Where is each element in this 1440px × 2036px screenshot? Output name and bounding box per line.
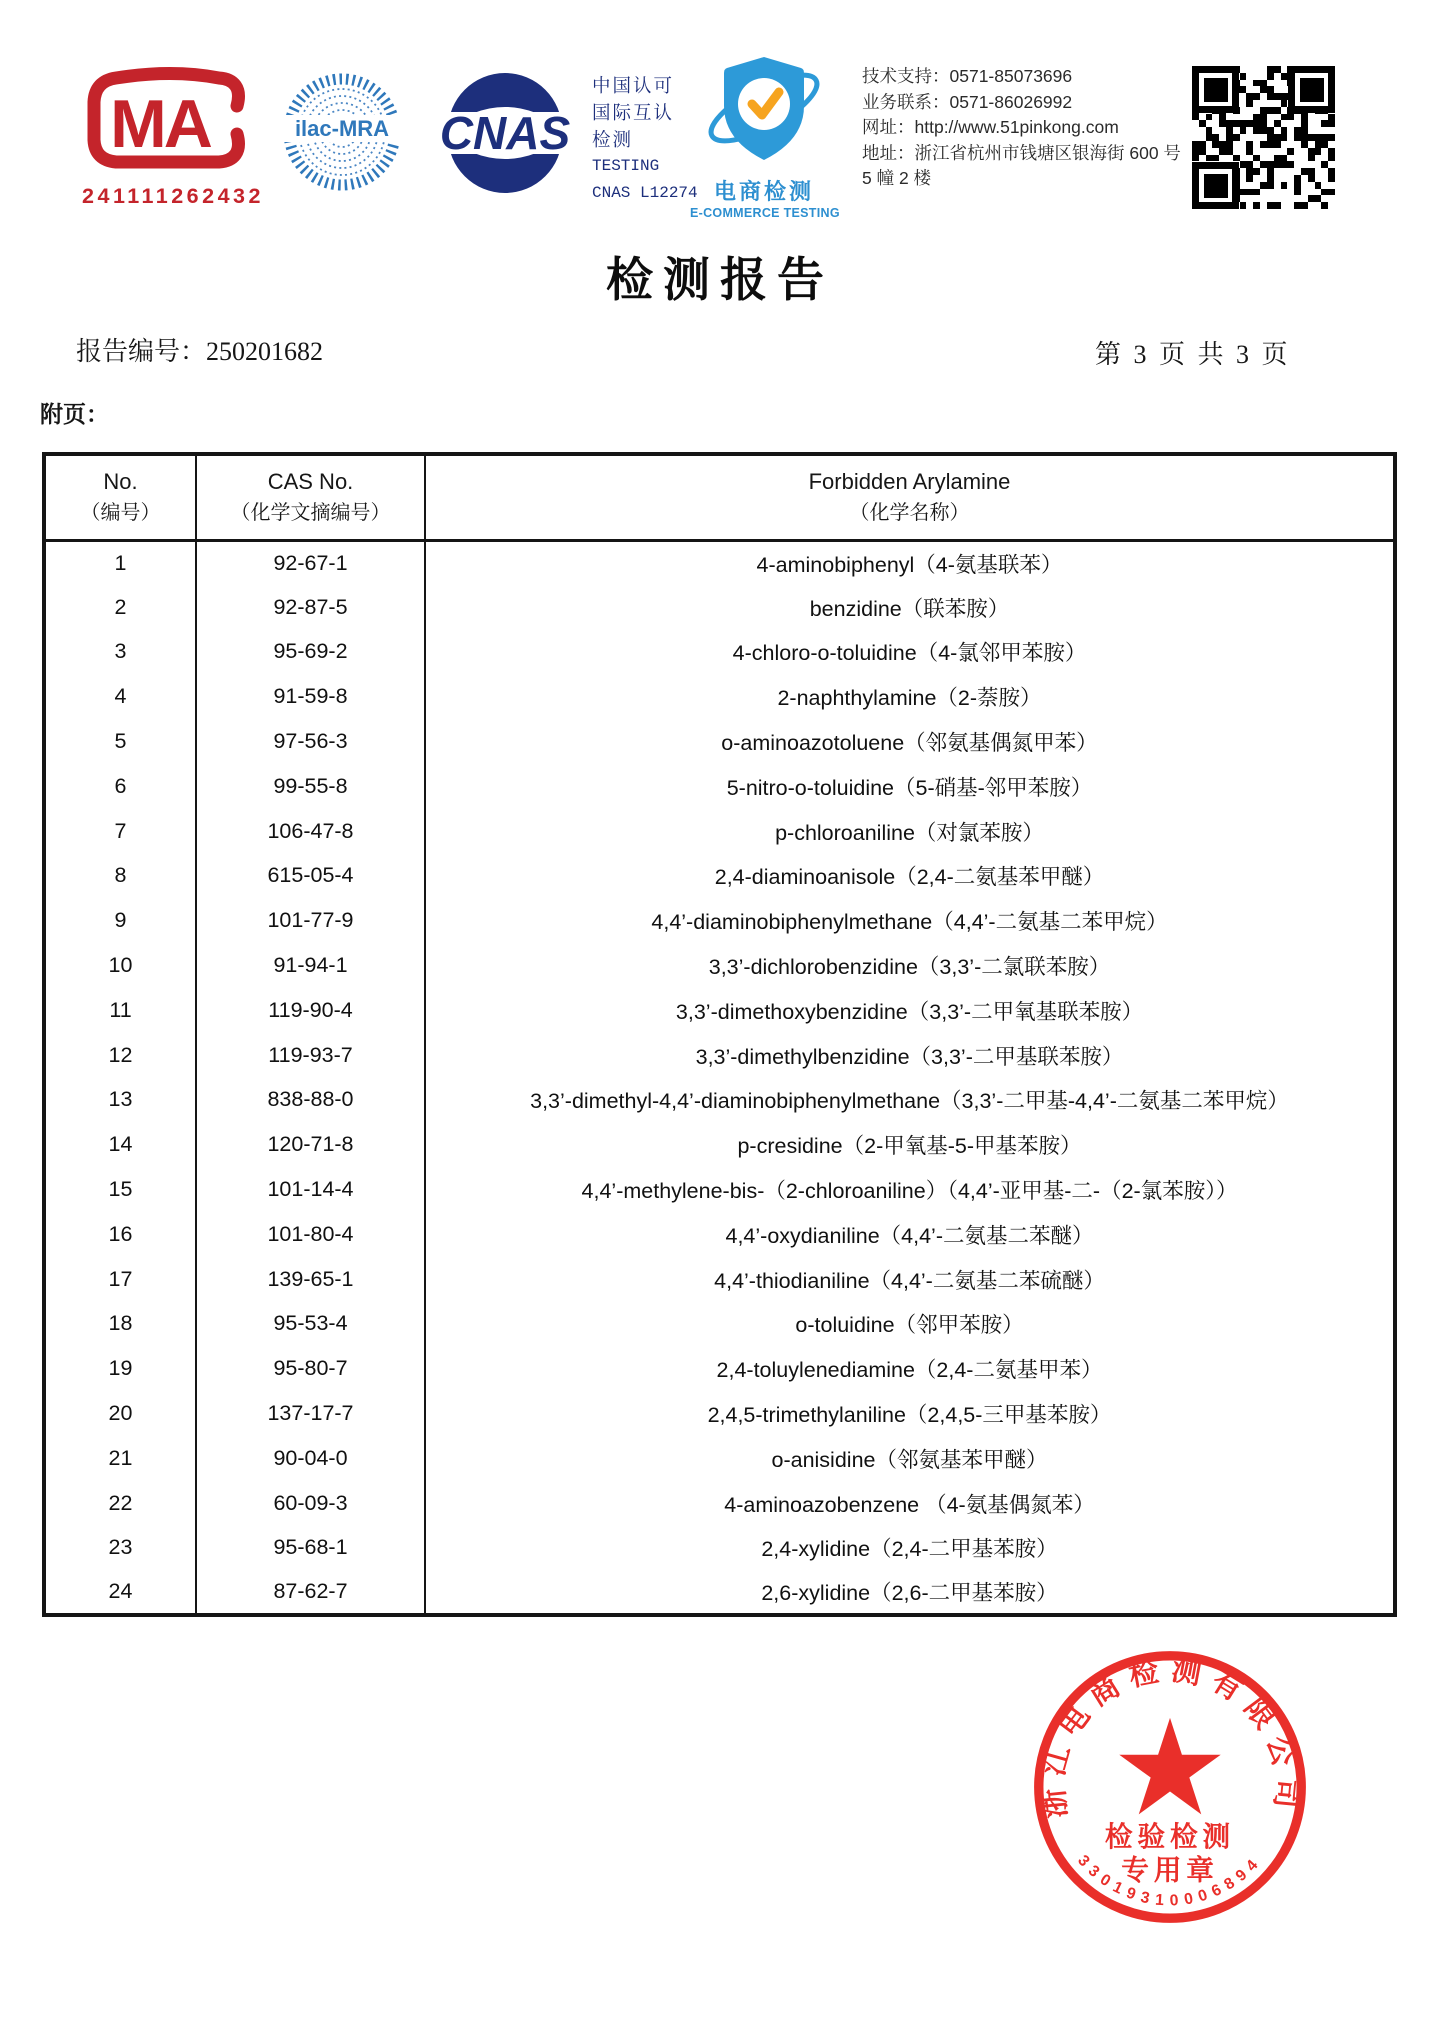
table-row — [44, 1436, 1395, 1481]
table-row — [44, 898, 1395, 943]
header-cas — [196, 454, 425, 540]
cma-letters: MA — [110, 86, 210, 162]
row-no: 3 — [44, 630, 196, 675]
table-row — [44, 854, 1395, 899]
row-cas: 101-14-4 — [196, 1167, 425, 1212]
ecommerce-testing-logo — [690, 54, 838, 220]
table-row — [44, 1078, 1395, 1123]
header-no-en: No. — [103, 469, 138, 495]
row-no: 7 — [44, 809, 196, 854]
document-title: 检测报告 — [606, 253, 834, 306]
header-no-cn: （编号） — [80, 502, 161, 525]
cma-logo-icon — [80, 66, 266, 176]
row-chemical-name: 5-nitro-o-toluidine（5-硝基-邻甲苯胺） — [726, 775, 1093, 800]
table-row — [44, 1346, 1395, 1391]
row-cas: 119-93-7 — [196, 1033, 425, 1078]
row-no: 19 — [44, 1346, 196, 1391]
table-row — [44, 1257, 1395, 1302]
row-cas: 101-80-4 — [196, 1212, 425, 1257]
row-chemical-name: o-aminoazotoluene（邻氨基偶氮甲苯） — [721, 731, 1098, 756]
row-chemical-name: 4-aminobiphenyl（4-氨基联苯） — [756, 552, 1063, 577]
contact-info — [862, 64, 1192, 192]
row-cas: 137-17-7 — [196, 1391, 425, 1436]
row-cas: 92-67-1 — [196, 540, 425, 585]
seal-star-icon — [1119, 1718, 1220, 1814]
contact-business: 业务联系：0571-86026992 — [862, 91, 1073, 112]
row-cas: 95-68-1 — [196, 1526, 425, 1571]
table-row — [44, 1033, 1395, 1078]
row-chemical-name: 4,4’-methylene-bis-（2-chloroaniline）（4,4’-亚甲基-二-（2-氯苯胺）） — [581, 1179, 1238, 1204]
qr-finder-icon — [1192, 66, 1239, 113]
qr-code-icon — [1192, 66, 1335, 209]
row-cas: 91-59-8 — [196, 674, 425, 719]
row-no: 1 — [44, 540, 196, 585]
row-chemical-name: 4,4’-thiodianiline（4,4’-二氨基二苯硫醚） — [714, 1268, 1105, 1293]
row-chemical-name: 3,3’-dichlorobenzidine（3,3’-二氯联苯胺） — [708, 955, 1111, 980]
seal-company-name: 浙江电商检测有限公司 — [1036, 1653, 1304, 1820]
header-name-cn: （化学名称） — [849, 502, 970, 525]
row-chemical-name: 2,4,5-trimethylaniline（2,4,5-三甲基苯胺） — [707, 1403, 1112, 1428]
table-row — [44, 1122, 1395, 1167]
report-number-line — [76, 331, 323, 368]
row-cas: 838-88-0 — [196, 1078, 425, 1123]
row-cas: 87-62-7 — [196, 1570, 425, 1615]
table-row — [44, 1391, 1395, 1436]
row-no: 10 — [44, 943, 196, 988]
row-no: 14 — [44, 1122, 196, 1167]
row-cas: 139-65-1 — [196, 1257, 425, 1302]
row-cas: 119-90-4 — [196, 988, 425, 1033]
row-no: 21 — [44, 1436, 196, 1481]
table-row — [44, 719, 1395, 764]
row-no: 23 — [44, 1526, 196, 1571]
row-chemical-name: 4-aminoazobenzene （4-氨基偶氮苯） — [724, 1492, 1095, 1517]
seal-line1: 检验检测 — [1104, 1821, 1236, 1853]
row-cas: 95-53-4 — [196, 1302, 425, 1347]
report-number-value: 250201682 — [206, 337, 324, 366]
header-name-en: Forbidden Arylamine — [808, 469, 1011, 495]
row-no: 18 — [44, 1302, 196, 1347]
seal-line2: 专用章 — [1121, 1854, 1219, 1886]
page-indicator: 第 3 页 共 3 页 — [1095, 340, 1291, 369]
table-row — [44, 674, 1395, 719]
table-row — [44, 764, 1395, 809]
row-no: 6 — [44, 764, 196, 809]
row-no: 17 — [44, 1257, 196, 1302]
row-no: 8 — [44, 854, 196, 899]
row-no: 20 — [44, 1391, 196, 1436]
row-chemical-name: 2,4-xylidine（2,4-二甲基苯胺） — [761, 1537, 1058, 1562]
contact-address-2: 5 幢 2 楼 — [862, 168, 932, 188]
company-seal — [1022, 1639, 1318, 1935]
cnas-mark — [420, 72, 590, 199]
row-cas: 106-47-8 — [196, 809, 425, 854]
header-no — [44, 454, 196, 540]
row-cas: 101-77-9 — [196, 898, 425, 943]
header-name — [425, 454, 1395, 540]
table-header-row — [44, 454, 1395, 540]
forbidden-arylamine-table — [42, 452, 1397, 1617]
row-no: 2 — [44, 585, 196, 630]
company-seal-icon — [1022, 1639, 1318, 1935]
row-cas: 95-69-2 — [196, 630, 425, 675]
row-chemical-name: o-toluidine（邻甲苯胺） — [795, 1313, 1024, 1338]
ilac-mra-logo-icon — [278, 68, 406, 196]
row-no: 16 — [44, 1212, 196, 1257]
table-row — [44, 585, 1395, 630]
row-cas: 91-94-1 — [196, 943, 425, 988]
seal-number: 33019310006894 — [1074, 1852, 1266, 1910]
qr-finder-icon — [1288, 66, 1335, 113]
qr-finder-icon — [1192, 162, 1239, 209]
table-row — [44, 1302, 1395, 1347]
table-row — [44, 1526, 1395, 1571]
row-cas: 99-55-8 — [196, 764, 425, 809]
ilac-mra-label: ilac-MRA — [294, 116, 390, 141]
row-cas: 95-80-7 — [196, 1346, 425, 1391]
row-chemical-name: 3,3’-dimethoxybenzidine（3,3’-二甲氧基联苯胺） — [675, 999, 1144, 1024]
row-chemical-name: 2,4-toluylenediamine（2,4-二氨基甲苯） — [716, 1358, 1103, 1383]
cnas-label: CNAS — [439, 107, 571, 159]
table-row — [44, 540, 1395, 585]
table-row — [44, 809, 1395, 854]
row-chemical-name: p-cresidine（2-甲氧基-5-甲基苯胺） — [737, 1134, 1082, 1159]
header-cas-en: CAS No. — [267, 469, 354, 495]
table-row — [44, 1212, 1395, 1257]
row-cas: 60-09-3 — [196, 1481, 425, 1526]
table-row — [44, 1570, 1395, 1615]
table-row — [44, 1481, 1395, 1526]
row-no: 22 — [44, 1481, 196, 1526]
row-cas: 92-87-5 — [196, 585, 425, 630]
table-row — [44, 988, 1395, 1033]
cma-number: 241111262432 — [82, 184, 264, 208]
shield-check-icon — [702, 54, 826, 168]
contact-tech-support: 技术支持：0571-85073696 — [862, 66, 1073, 86]
accreditation-line: 中国认可 — [592, 75, 675, 96]
ecommerce-logo-en: E-COMMERCE TESTING — [690, 206, 840, 220]
accreditation-text — [592, 72, 698, 207]
row-cas: 120-71-8 — [196, 1122, 425, 1167]
row-no: 13 — [44, 1078, 196, 1123]
cma-mark — [80, 66, 266, 209]
row-no: 15 — [44, 1167, 196, 1212]
row-chemical-name: benzidine（联苯胺） — [809, 596, 1010, 621]
table-row — [44, 1167, 1395, 1212]
row-cas: 615-05-4 — [196, 854, 425, 899]
attachment-label: 附页： — [40, 401, 109, 427]
row-chemical-name: 2-naphthylamine（2-萘胺） — [777, 686, 1042, 711]
ecommerce-logo-cn: 电商检测 — [713, 179, 814, 204]
row-chemical-name: 4,4’-diaminobiphenylmethane（4,4’-二氨基二苯甲烷） — [651, 910, 1168, 935]
row-chemical-name: 4-chloro-o-toluidine（4-氯邻甲苯胺） — [732, 641, 1087, 666]
row-chemical-name: 3,3’-dimethyl-4,4’-diaminobiphenylmethane（3,3’-二甲基-4,4’-二氨基二苯甲烷） — [530, 1089, 1289, 1114]
report-number-label: 报告编号： — [76, 337, 207, 366]
contact-website: 网址：http://www.51pinkong.com — [862, 117, 1119, 137]
row-chemical-name: p-chloroaniline（对氯苯胺） — [775, 820, 1044, 845]
row-no: 11 — [44, 988, 196, 1033]
accreditation-line: 检测 — [592, 129, 634, 150]
accreditation-line: TESTING — [592, 157, 660, 175]
row-chemical-name: 3,3’-dimethylbenzidine（3,3’-二甲基联苯胺） — [695, 1044, 1124, 1069]
accreditation-line: CNAS L12274 — [592, 184, 698, 202]
row-cas: 97-56-3 — [196, 719, 425, 764]
contact-address: 地址：浙江省杭州市钱塘区银海街 600 号 — [862, 142, 1181, 163]
row-no: 4 — [44, 674, 196, 719]
row-chemical-name: 4,4’-oxydianiline（4,4’-二氨基二苯醚） — [725, 1223, 1094, 1248]
row-no: 5 — [44, 719, 196, 764]
header-cas-cn: （化学文摘编号） — [230, 502, 391, 525]
ilac-mra-mark — [278, 68, 406, 201]
row-chemical-name: o-anisidine（邻氨基苯甲醚） — [771, 1447, 1048, 1472]
cnas-logo-icon — [420, 72, 590, 194]
row-no: 9 — [44, 898, 196, 943]
row-cas: 90-04-0 — [196, 1436, 425, 1481]
accreditation-line: 国际互认 — [592, 102, 675, 123]
row-chemical-name: 2,4-diaminoanisole（2,4-二氨基苯甲醚） — [714, 865, 1105, 890]
row-chemical-name: 2,6-xylidine（2,6-二甲基苯胺） — [761, 1581, 1058, 1606]
table-row — [44, 630, 1395, 675]
row-no: 24 — [44, 1570, 196, 1615]
table-row — [44, 943, 1395, 988]
row-no: 12 — [44, 1033, 196, 1078]
